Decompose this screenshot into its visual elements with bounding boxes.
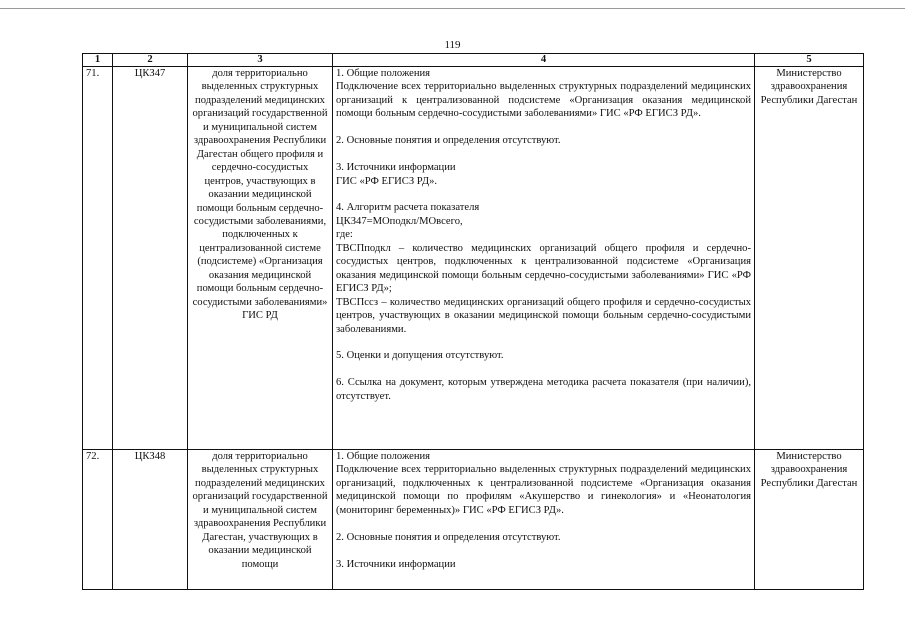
- header-row: [83, 54, 864, 67]
- table-row: [83, 450, 864, 590]
- indicator-method: [333, 450, 755, 590]
- indicator-name: доля территориально выделенных структурных подразделений медицинских организаций государственной и муниципальной систем здравоохранения Республики Дагестан общего профиля и сердечно-сосудистых центров, участвующих в оказании медицинской помощи больным сердечно-сосудистыми заболеваниями, подключенных к централизованной системе (подсистеме) «Организация оказания медицинской помощи больным сердечно-сосудистыми заболеваниями» ГИС РД: [188, 67, 333, 450]
- header-col-4: 4: [333, 54, 755, 67]
- row-number: 71.: [83, 67, 113, 450]
- header-col-5: 5: [755, 54, 864, 67]
- row-number: 72.: [83, 450, 113, 590]
- responsible-body: Министерство здравоохранения Республики Дагестан: [755, 450, 864, 590]
- method-paragraph: 6. Ссылка на документ, которым утверждена методика расчета показателя (при наличии), отсутствует.: [336, 377, 751, 402]
- indicator-name: доля территориально выделенных структурных подразделений медицинских организаций государственной и муниципальной систем здравоохранения Республики Дагестан, участвующих в оказании медицинской помощи: [188, 450, 333, 590]
- method-paragraph: 3. Источники информации: [336, 558, 456, 570]
- indicator-method: [333, 67, 755, 450]
- method-paragraph: Подключение всех территориально выделенных структурных подразделений медицинских организаций к централизованной подсистеме «Организация оказания медицинской помощи больным сердечно-сосудистыми заболеваниями» ГИС «РФ ЕГИСЗ РД».: [336, 81, 751, 120]
- method-paragraph: 1. Общие положения: [336, 68, 431, 79]
- method-paragraph: 4. Алгоритм расчета показателя: [336, 202, 480, 214]
- indicator-code: ЦКЗ48: [113, 450, 188, 590]
- header-col-3: 3: [188, 54, 333, 67]
- method-paragraph: 2. Основные понятия и определения отсутствуют.: [336, 135, 561, 147]
- table-row: [83, 67, 864, 450]
- header-col-2: 2: [113, 54, 188, 67]
- indicators-table: [82, 53, 864, 590]
- indicator-code: ЦКЗ47: [113, 67, 188, 450]
- method-paragraph: 1. Общие положения: [336, 451, 431, 462]
- method-paragraph: 5. Оценки и допущения отсутствуют.: [336, 350, 504, 362]
- method-paragraph: 3. Источники информации: [336, 162, 456, 174]
- method-paragraph: где:: [336, 229, 353, 241]
- header-col-1: 1: [83, 54, 113, 67]
- method-paragraph: 2. Основные понятия и определения отсутствуют.: [336, 531, 561, 543]
- method-paragraph: ТВСПподкл – количество медицинских организаций общего профиля и сердечно-сосудистых центров, подключенных к централизованной подсистеме «Организация оказания медицинской помощи больным сердечно-сосудистыми заболеваниями» ГИС «РФ ЕГИСЗ РД»;: [336, 242, 751, 295]
- method-paragraph: ТВСПссз – количество медицинских организаций общего профиля и сердечно-сосудистых центров, участвующих в оказании медицинской помощи больным сердечно-сосудистыми заболеваниями.: [336, 296, 751, 335]
- method-paragraph: ГИС «РФ ЕГИСЗ РД».: [336, 175, 438, 187]
- page-number: 119: [444, 39, 461, 51]
- top-edge-rule: [0, 8, 905, 9]
- responsible-body: Министерство здравоохранения Республики Дагестан: [755, 67, 864, 450]
- method-paragraph: ЦКЗ47=МОподкл/МОвсего,: [336, 215, 463, 227]
- method-paragraph: Подключение всех территориально выделенных структурных подразделений медицинских организаций, подключенных к централизованной подсистеме «Организация оказания медицинской помощи по профилям «Акушерство и гинекология» и «Неонатология (мониторинг беременных)» ГИС «РФ ЕГИСЗ РД».: [336, 464, 751, 516]
